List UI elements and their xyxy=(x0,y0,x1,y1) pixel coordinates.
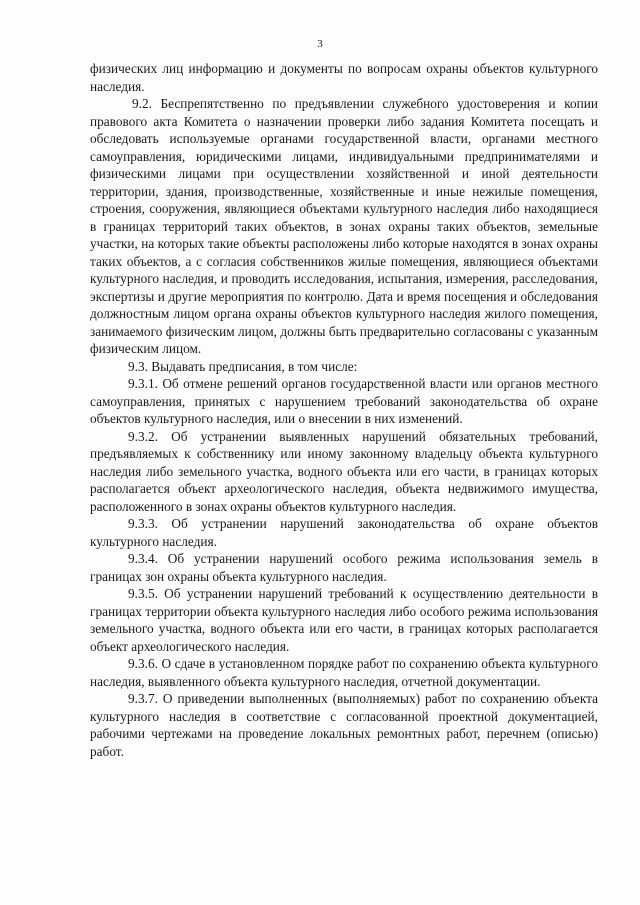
paragraph-9-3-1: 9.3.1. Об отмене решений органов государственной власти или органов местного самоуправления, принятых с нарушением требований законодательства об охране объектов культурного наследия, или о внесении в них изменений. xyxy=(90,376,598,426)
paragraph-9-2: 9.2. Беспрепятственно по предъявлении служебного удостоверения и копии правового акта Комитета о назначении проверки либо задания Комитета посещать и обследовать используемые органами государственной власти, органами местного самоуправления, юридическими лицами, индивидуальными предпринимателями и физическими лицами при осуществлении хозяйственной и иной деятельности территории, здания, производственные, хозяйственные и иные нежилые помещения, строения, сооружения, являющиеся объектами культурного наследия либо находящиеся в границах территорий таких объектов, в зонах охраны таких объектов, земельные участки, на которых такие объекты расположены либо которые находятся в зонах охраны таких объектов, а с согласия собственников жилые помещения, являющиеся объектами культурного наследия, и проводить исследования, испытания, измерения, расследования, экспертизы и другие мероприятия по контролю. Дата и время посещения и обследования должностным лицом органа охраны объектов культурного наследия жилого помещения, занимаемого физическим лицом, должны быть предварительно согласованы с указанным физическим лицом. xyxy=(90,96,598,356)
document-body xyxy=(90,60,598,760)
paragraph-9-3-6: 9.3.6. О сдаче в установленном порядке работ по сохранению объекта культурного наследия, выявленного объекта культурного наследия, отчетной документации. xyxy=(90,656,598,689)
paragraph-continuation: физических лиц информацию и документы по вопросам охраны объектов культурного наследия. xyxy=(90,61,598,94)
paragraph-9-3-2: 9.3.2. Об устранении выявленных нарушений обязательных требований, предъявляемых к собственнику или иному законному владельцу объекта культурного наследия либо земельного участка, водного объекта или его части, в границах которых располагается объект археологического наследия, объекта недвижимого имущества, расположенного в зонах охраны объектов культурного наследия. xyxy=(90,428,598,514)
paragraph-9-3-4: 9.3.4. Об устранении нарушений особого режима использования земель в границах зон охраны объекта культурного наследия. xyxy=(90,551,598,584)
paragraph-9-3: 9.3. Выдавать предписания, в том числе: xyxy=(128,358,358,374)
paragraph-9-3-3: 9.3.3. Об устранении нарушений законодательства об охране объектов культурного наследия. xyxy=(90,516,598,549)
paragraph-9-3-7: 9.3.7. О приведении выполненных (выполняемых) работ по сохранению объекта культурного наследия в соответствие с согласованной проектной документацией, рабочими чертежами на проведение локальных ремонтных работ, перечнем (описью) работ. xyxy=(90,691,598,759)
paragraph-9-3-5: 9.3.5. Об устранении нарушений требований к осуществлению деятельности в границах территории объекта культурного наследия либо особого режима использования земельного участка, водного объекта или его части, в границах которых располагается объект археологического наследия. xyxy=(90,586,598,654)
page-number: 3 xyxy=(317,38,323,50)
